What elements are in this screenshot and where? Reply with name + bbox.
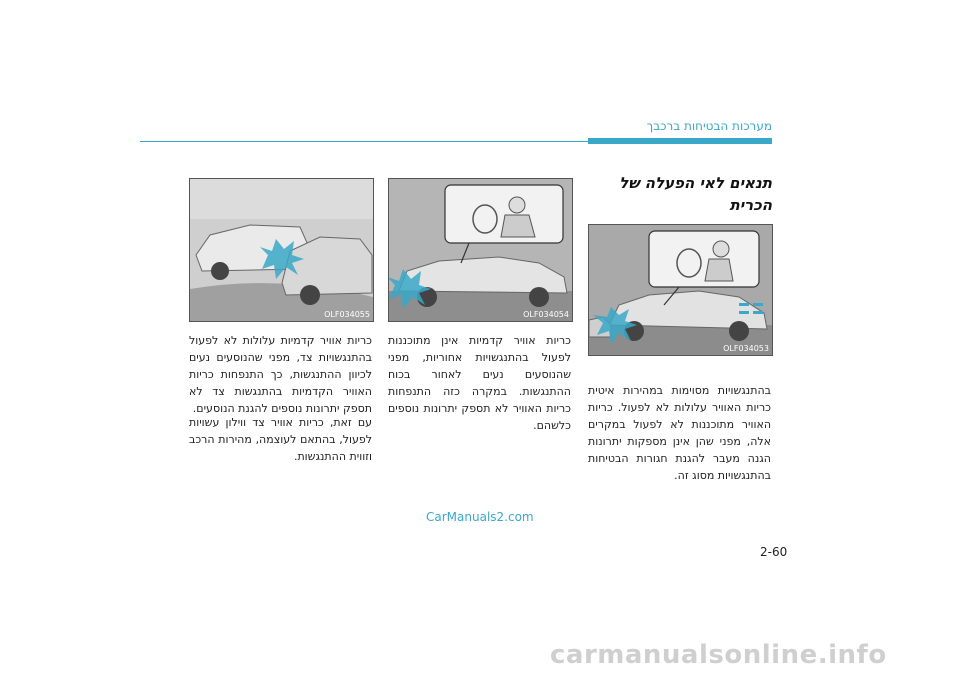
- figure-side-impact: [189, 178, 374, 322]
- figure-frontal-impact: [588, 224, 773, 356]
- side-impact-illustration: [190, 179, 373, 321]
- page-number: 2-60: [760, 545, 788, 559]
- rear-impact-illustration: [389, 179, 572, 321]
- figure-label: OLF034053: [723, 344, 769, 353]
- heading-line-1: תנאים לאי הפעלה של הכרית: [619, 174, 772, 214]
- figure-rear-impact: [388, 178, 573, 322]
- footer-watermark: carmanualsonline.info: [550, 640, 887, 670]
- section-title: מערכות הבטיחות ברכבך: [646, 119, 772, 133]
- figure-label: OLF034054: [523, 310, 569, 319]
- paragraph-rear-impact: כריות אוויר קדמיות אינן מתוכננות לפעול בהתנגשויות אחוריות, מפני שהנוסעים נעים לאחור בכוח ההתנגשות. במקרה כזה התנפחות כריות האוויר לא תספק יתרונות נוספים כלשהם.: [388, 334, 571, 432]
- site-watermark: CarManuals2.com: [426, 510, 534, 524]
- section-bar: [588, 138, 772, 144]
- figure-label: OLF034055: [324, 310, 370, 319]
- paragraph-side-impact: כריות אוויר קדמיות עלולות לא לפעול בהתנגשויות צד, מפני שהנוסעים נעים לכיוון ההתנגשות, כך התנפחות כריות האוויר הקדמיות בהתנגשות צד לא תספק יתרונות נוספים להגנת הנוסעים.: [189, 334, 372, 415]
- frontal-impact-illustration: [589, 225, 772, 355]
- paragraph-low-speed: בהתנגשויות מסוימות במהירות איטית כריות האוויר עלולות לא לפעול. כריות האוויר מתוכננות לא לפעול במקרים אלה, מפני שהן אינן מספקות יתרונות הגנה מעבר להגנת חגורות הבטיחות בהתנגשויות מסוג זה.: [588, 384, 771, 482]
- paragraph-side-curtain: עם זאת, כריות אוויר צד ווילון עשויות לפעול, בהתאם לעוצמה, מהירות הרכב וזווית ההתנגשות.: [189, 416, 372, 463]
